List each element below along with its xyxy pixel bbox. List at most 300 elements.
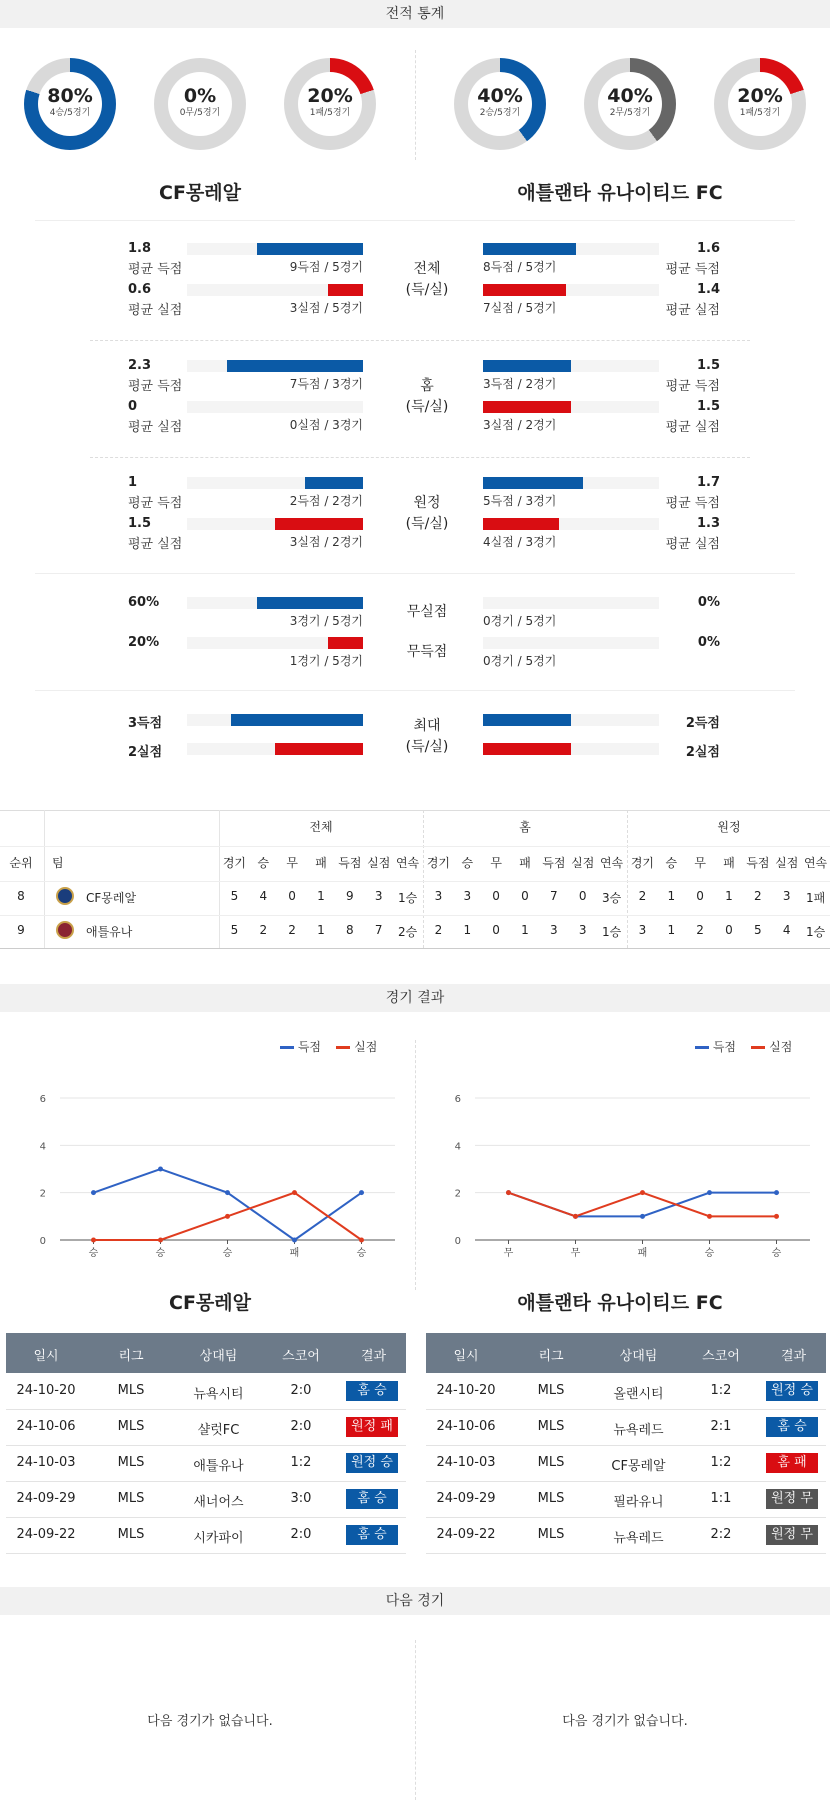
conceded-point <box>640 1190 645 1195</box>
conceded-point <box>707 1214 712 1219</box>
column-divider <box>415 1640 416 1800</box>
conceded-point <box>506 1190 511 1195</box>
standings-column-header: 패 <box>315 856 327 870</box>
left-bar-track <box>187 360 363 372</box>
left-stat-value: 60% <box>128 595 160 610</box>
right-bar-fill <box>483 477 583 489</box>
legend-scored-swatch <box>695 1046 709 1049</box>
donut-percent: 80% <box>47 85 93 107</box>
donut-center <box>728 72 792 136</box>
standings-cell: 2 <box>696 923 704 937</box>
standings-cell: 4 <box>259 889 268 903</box>
team-logo-icon <box>56 887 74 905</box>
standings-cell: 2 <box>754 889 762 903</box>
no-next-match-left: 다음 경기가 없습니다. <box>147 1714 273 1729</box>
win-rate-donut <box>714 58 806 150</box>
results-column-header: 리그 <box>118 1349 144 1364</box>
right-bar-track <box>483 243 659 255</box>
legend-conceded-label: 실점 <box>769 1040 793 1054</box>
win-rate-donut <box>24 58 116 150</box>
line-chart-right <box>445 1080 825 1260</box>
standings-cell: 7 <box>550 889 558 903</box>
results-column-header: 상대팀 <box>199 1349 238 1364</box>
chart-legend-right <box>695 1038 792 1055</box>
standings-column-header: 승 <box>665 856 678 870</box>
x-tick-label: 승 <box>155 1248 166 1259</box>
standings-cell: 1 <box>317 889 325 903</box>
left-bar-fill <box>328 284 363 296</box>
right-stat-value: 1.5 <box>696 399 720 414</box>
conceded-point <box>225 1214 230 1219</box>
win-rate-donut <box>454 58 546 150</box>
divider <box>90 457 750 458</box>
right-bar-caption: 8득점 / 5경기 <box>483 260 557 274</box>
donut-center <box>38 72 102 136</box>
donut-center <box>298 72 362 136</box>
standings-column-header: 패 <box>519 856 531 870</box>
donut-center <box>598 72 662 136</box>
result-date: 24-09-29 <box>16 1491 76 1506</box>
standings-cell: 3 <box>638 923 647 937</box>
scored-point <box>225 1190 230 1195</box>
x-tick-label: 무 <box>503 1248 514 1259</box>
standings-column-header: 연속 <box>395 856 420 870</box>
result-score: 2:2 <box>710 1527 732 1542</box>
x-tick-label: 승 <box>356 1248 367 1259</box>
left-bar-caption: 3실점 / 5경기 <box>289 301 363 315</box>
result-date: 24-09-22 <box>436 1527 496 1542</box>
standings-column-header: 실점 <box>775 856 799 870</box>
y-tick-label: 2 <box>39 1188 46 1200</box>
standings-cell: 1패 <box>805 891 826 905</box>
right-bar-caption: 0경기 / 5경기 <box>483 654 557 668</box>
results-column-header: 상대팀 <box>619 1349 658 1364</box>
left-bar-fill <box>257 243 363 255</box>
category-label: 원정 <box>413 495 441 511</box>
standings-column-header: 득점 <box>746 856 770 870</box>
right-bar-caption: 3실점 / 2경기 <box>483 418 557 432</box>
left-bar-fill <box>227 360 363 372</box>
donut-record: 2승/5경기 <box>479 108 521 118</box>
column-divider <box>415 1040 416 1290</box>
x-tick-label: 패 <box>637 1248 648 1259</box>
scored-series-line <box>94 1169 362 1240</box>
left-stat-label: 평균 득점 <box>128 262 183 277</box>
standings-team-name[interactable]: CF몽레알 <box>86 891 137 905</box>
left-bar-caption: 9득점 / 5경기 <box>289 260 363 274</box>
table-border <box>0 846 830 847</box>
donut-record: 4승/5경기 <box>49 108 91 118</box>
standings-cell: 5 <box>754 923 762 937</box>
left-bar-track <box>187 477 363 489</box>
category-sublabel: (득/실) <box>405 516 449 532</box>
results-column-header: 스코어 <box>702 1349 740 1364</box>
win-rate-donut <box>584 58 676 150</box>
category-label: 전체 <box>413 261 441 277</box>
x-tick-label: 승 <box>88 1248 99 1259</box>
right-stat-value: 1.7 <box>696 475 720 490</box>
left-stat-value: 20% <box>128 635 160 650</box>
result-opponent[interactable]: 뉴욕시티 <box>193 1387 244 1402</box>
y-tick-label: 4 <box>39 1141 46 1153</box>
standings-cell: 1 <box>667 923 676 937</box>
left-stat-label: 평균 실점 <box>128 537 183 552</box>
category-label: 최대 <box>413 718 441 734</box>
left-bar-fill <box>275 743 363 755</box>
x-tick-label: 패 <box>289 1248 300 1259</box>
result-badge: 원정 승 <box>346 1453 398 1473</box>
x-tick-label: 승 <box>771 1248 782 1259</box>
divider <box>90 340 750 341</box>
win-rate-donut <box>284 58 376 150</box>
conceded-series-line <box>509 1193 777 1217</box>
standings-cell: 5 <box>230 923 239 937</box>
row-divider <box>6 1445 406 1446</box>
left-bar-caption: 7득점 / 3경기 <box>289 377 363 391</box>
standings-cell: 1 <box>667 889 676 903</box>
section-header-stats: 전적 통계 <box>0 0 830 28</box>
left-bar-fill <box>305 477 363 489</box>
conceded-point <box>359 1238 364 1243</box>
result-opponent[interactable]: 뉴욕레드 <box>613 1423 664 1438</box>
right-bar-track <box>483 714 659 726</box>
right-bar-caption: 0경기 / 5경기 <box>483 614 557 628</box>
row-divider <box>426 1553 826 1554</box>
conceded-point <box>292 1190 297 1195</box>
left-bar-track <box>187 243 363 255</box>
x-tick-label: 승 <box>704 1248 715 1259</box>
standings-cell: 2 <box>288 923 296 937</box>
divider <box>35 690 795 691</box>
standings-cell: 1승 <box>397 891 418 905</box>
table-border <box>0 915 830 916</box>
donut-record: 2무/5경기 <box>609 108 651 118</box>
legend-scored-label: 득점 <box>712 1040 737 1054</box>
left-stat-value: 2.3 <box>128 358 152 373</box>
result-badge: 원정 패 <box>346 1417 398 1437</box>
left-stat-value: 1.8 <box>128 241 152 256</box>
legend-conceded-label: 실점 <box>354 1040 378 1054</box>
right-stat-value: 2실점 <box>685 745 720 760</box>
donut-percent: 40% <box>607 85 653 107</box>
divider <box>35 573 795 574</box>
scored-point <box>158 1167 163 1172</box>
category-label: 무득점 <box>406 644 448 660</box>
standings-column-header: 득점 <box>542 856 566 870</box>
standings-cell: 1 <box>317 923 325 937</box>
right-bar-fill <box>483 401 571 413</box>
win-rate-donut <box>154 58 246 150</box>
standings-rank: 9 <box>17 923 25 937</box>
right-bar-track <box>483 637 659 649</box>
category-label: 무실점 <box>406 604 448 620</box>
standings-cell: 0 <box>492 889 500 903</box>
standings-column-header: 승 <box>461 856 474 870</box>
row-divider <box>426 1481 826 1482</box>
section-header-results: 경기 결과 <box>0 984 830 1012</box>
result-opponent[interactable]: 뉴욕레드 <box>613 1531 664 1546</box>
left-bar-caption: 0실점 / 3경기 <box>289 418 363 432</box>
result-opponent[interactable]: 애틀유나 <box>193 1459 244 1474</box>
standings-column-header: 경기 <box>222 856 247 870</box>
standings-cell: 1 <box>521 923 529 937</box>
standings-column-header: 실점 <box>367 856 391 870</box>
donut-percent: 20% <box>737 85 783 107</box>
row-divider <box>426 1409 826 1410</box>
donut-center <box>168 72 232 136</box>
right-bar-track <box>483 401 659 413</box>
standings-cell: 5 <box>230 889 239 903</box>
left-stat-label: 평균 득점 <box>128 379 183 394</box>
conceded-point <box>774 1214 779 1219</box>
column-divider <box>415 50 416 160</box>
donut-percent: 20% <box>307 85 353 107</box>
right-bar-track <box>483 597 659 609</box>
left-stat-value: 1.5 <box>128 516 152 531</box>
result-opponent[interactable]: 새너어스 <box>193 1495 244 1510</box>
row-divider <box>426 1517 826 1518</box>
result-league: MLS <box>117 1527 145 1542</box>
result-badge: 홈 패 <box>766 1453 818 1473</box>
standings-cell: 0 <box>578 889 587 903</box>
right-bar-track <box>483 518 659 530</box>
result-score: 1:2 <box>290 1455 312 1470</box>
row-divider <box>6 1481 406 1482</box>
category-label: 홈 <box>420 378 434 394</box>
y-tick-label: 4 <box>454 1141 461 1153</box>
category-sublabel: (득/실) <box>405 282 449 298</box>
result-score: 2:1 <box>710 1419 732 1434</box>
standings-group-header: 홈 <box>519 820 531 834</box>
standings-cell: 3 <box>463 889 472 903</box>
result-league: MLS <box>117 1419 145 1434</box>
results-column-header: 스코어 <box>282 1349 320 1364</box>
standings-cell: 2승 <box>397 925 418 939</box>
row-divider <box>6 1517 406 1518</box>
standings-cell: 1승 <box>805 925 826 939</box>
standings-column-header: 경기 <box>426 856 451 870</box>
standings-column-header: 패 <box>723 856 735 870</box>
standings-cell: 3승 <box>601 891 622 905</box>
result-league: MLS <box>537 1419 565 1434</box>
right-bar-track <box>483 284 659 296</box>
standings-cell: 3 <box>578 923 587 937</box>
standings-column-header: 실점 <box>571 856 595 870</box>
result-badge: 홈 승 <box>346 1489 398 1509</box>
result-badge: 홈 승 <box>346 1381 398 1401</box>
right-stat-value: 1.4 <box>696 282 720 297</box>
result-date: 24-09-22 <box>16 1527 76 1542</box>
left-bar-track <box>187 518 363 530</box>
right-stat-label: 평균 실점 <box>665 537 720 552</box>
result-league: MLS <box>537 1491 565 1506</box>
right-bar-fill <box>483 360 571 372</box>
right-bar-fill <box>483 743 571 755</box>
result-date: 24-10-03 <box>436 1455 496 1470</box>
right-bar-caption: 5득점 / 3경기 <box>483 494 557 508</box>
standings-cell: 0 <box>725 923 733 937</box>
team-name-left: CF몽레알 <box>159 182 241 204</box>
team-name-right: 애틀랜타 유나이티드 FC <box>517 182 723 204</box>
left-bar-fill <box>231 714 363 726</box>
left-stat-label: 평균 실점 <box>128 420 183 435</box>
standings-rank: 8 <box>17 889 25 903</box>
result-league: MLS <box>117 1455 145 1470</box>
standings-cell: 0 <box>288 889 296 903</box>
standings-group-header: 전체 <box>309 820 333 834</box>
left-bar-caption: 1경기 / 5경기 <box>289 654 363 668</box>
left-bar-track <box>187 637 363 649</box>
result-league: MLS <box>117 1491 145 1506</box>
result-score: 3:0 <box>290 1491 312 1506</box>
standings-cell: 9 <box>346 889 354 903</box>
left-bar-track <box>187 714 363 726</box>
standings-column-header: 연속 <box>599 856 624 870</box>
y-tick-label: 6 <box>454 1094 461 1105</box>
standings-cell: 2 <box>259 923 268 937</box>
right-stat-label: 평균 득점 <box>665 379 720 394</box>
left-bar-fill <box>275 518 363 530</box>
right-stat-value: 1.5 <box>696 358 720 373</box>
result-opponent[interactable]: 필라유니 <box>613 1495 664 1510</box>
result-badge: 원정 무 <box>766 1525 818 1545</box>
left-stat-value: 0.6 <box>128 282 152 297</box>
result-date: 24-09-29 <box>436 1491 496 1506</box>
standings-column-header: 연속 <box>803 856 828 870</box>
right-stat-value: 0% <box>697 595 720 610</box>
result-opponent[interactable]: CF몽레알 <box>611 1459 666 1474</box>
left-bar-track <box>187 597 363 609</box>
standings-cell: 8 <box>346 923 354 937</box>
right-stat-label: 평균 실점 <box>665 303 720 318</box>
result-league: MLS <box>537 1383 565 1398</box>
standings-cell: 7 <box>374 923 383 937</box>
row-divider <box>6 1409 406 1410</box>
result-date: 24-10-06 <box>16 1419 76 1434</box>
standings-cell: 0 <box>521 889 529 903</box>
right-bar-caption: 4실점 / 3경기 <box>483 535 557 549</box>
legend-conceded-swatch <box>336 1046 350 1049</box>
right-stat-label: 평균 득점 <box>665 496 720 511</box>
table-divider <box>44 810 45 948</box>
conceded-point <box>573 1214 578 1219</box>
right-stat-label: 평균 득점 <box>665 262 720 277</box>
standings-cell: 1 <box>725 889 733 903</box>
result-score: 2:0 <box>290 1383 312 1398</box>
right-bar-fill <box>483 714 571 726</box>
result-opponent[interactable]: 올랜시티 <box>613 1387 664 1402</box>
right-bar-fill <box>483 243 576 255</box>
legend-scored-label: 득점 <box>297 1040 322 1054</box>
result-date: 24-10-03 <box>16 1455 76 1470</box>
standings-cell: 3 <box>434 889 443 903</box>
result-opponent[interactable]: 샬럿FC <box>197 1423 240 1438</box>
chart-legend-left <box>280 1038 377 1055</box>
result-league: MLS <box>537 1455 565 1470</box>
right-stat-value: 1.3 <box>696 516 720 531</box>
standings-group-header: 원정 <box>717 820 741 834</box>
right-stat-value: 2득점 <box>685 716 720 731</box>
standings-cell: 0 <box>696 889 704 903</box>
table-border <box>0 881 830 882</box>
standings-cell: 2 <box>434 923 443 937</box>
legend-conceded-swatch <box>751 1046 765 1049</box>
right-bar-caption: 3득점 / 2경기 <box>483 377 557 391</box>
left-bar-fill <box>328 637 363 649</box>
scored-point <box>640 1214 645 1219</box>
standings-cell: 4 <box>782 923 791 937</box>
y-tick-label: 2 <box>454 1188 461 1200</box>
category-sublabel: (득/실) <box>405 739 449 755</box>
standings-cell: 3 <box>550 923 558 937</box>
table-border <box>0 810 830 811</box>
right-bar-caption: 7실점 / 5경기 <box>483 301 557 315</box>
result-score: 1:2 <box>710 1455 732 1470</box>
right-bar-fill <box>483 284 566 296</box>
standings-column-header: 무 <box>286 856 298 870</box>
standings-team-header: 팀 <box>52 856 64 870</box>
result-date: 24-10-20 <box>436 1383 496 1398</box>
scored-point <box>292 1238 297 1243</box>
result-opponent[interactable]: 시카파이 <box>193 1531 244 1546</box>
divider <box>35 220 795 221</box>
standings-cell: 1승 <box>601 925 622 939</box>
row-divider <box>6 1553 406 1554</box>
result-date: 24-10-20 <box>16 1383 76 1398</box>
donut-record: 1패/5경기 <box>309 108 351 118</box>
standings-cell: 1 <box>463 923 472 937</box>
left-bar-caption: 3실점 / 2경기 <box>289 535 363 549</box>
standings-rank-header: 순위 <box>9 856 33 870</box>
standings-column-header: 경기 <box>630 856 655 870</box>
results-column-header: 리그 <box>538 1349 564 1364</box>
result-badge: 홈 승 <box>766 1417 818 1437</box>
results-column-header: 일시 <box>33 1349 59 1364</box>
result-score: 2:0 <box>290 1419 312 1434</box>
standings-column-header: 득점 <box>338 856 362 870</box>
standings-column-header: 무 <box>490 856 502 870</box>
y-tick-label: 6 <box>39 1094 46 1105</box>
section-header-next: 다음 경기 <box>0 1587 830 1615</box>
result-league: MLS <box>117 1383 145 1398</box>
donut-record: 0무/5경기 <box>179 108 221 118</box>
left-stat-value: 3득점 <box>128 716 163 731</box>
results-column-header: 결과 <box>780 1349 807 1364</box>
standings-team-name[interactable]: 애틀유나 <box>86 925 133 939</box>
y-tick-label: 0 <box>39 1236 46 1247</box>
result-league: MLS <box>537 1527 565 1542</box>
left-bar-track <box>187 284 363 296</box>
right-bar-track <box>483 477 659 489</box>
results-team-name-right: 애틀랜타 유나이티드 FC <box>517 1292 723 1314</box>
left-stat-label: 평균 득점 <box>128 496 183 511</box>
left-stat-value: 0 <box>128 399 138 414</box>
standings-cell: 3 <box>374 889 383 903</box>
standings-cell: 3 <box>782 889 791 903</box>
results-column-header: 일시 <box>453 1349 479 1364</box>
scored-point <box>774 1190 779 1195</box>
line-chart-left <box>30 1080 410 1260</box>
left-stat-label: 평균 실점 <box>128 303 183 318</box>
team-logo-icon <box>56 921 74 939</box>
result-score: 1:2 <box>710 1383 732 1398</box>
standings-cell: 2 <box>638 889 647 903</box>
left-bar-caption: 2득점 / 2경기 <box>289 494 363 508</box>
left-bar-track <box>187 743 363 755</box>
category-sublabel: (득/실) <box>405 399 449 415</box>
result-score: 2:0 <box>290 1527 312 1542</box>
standings-column-header: 무 <box>694 856 706 870</box>
